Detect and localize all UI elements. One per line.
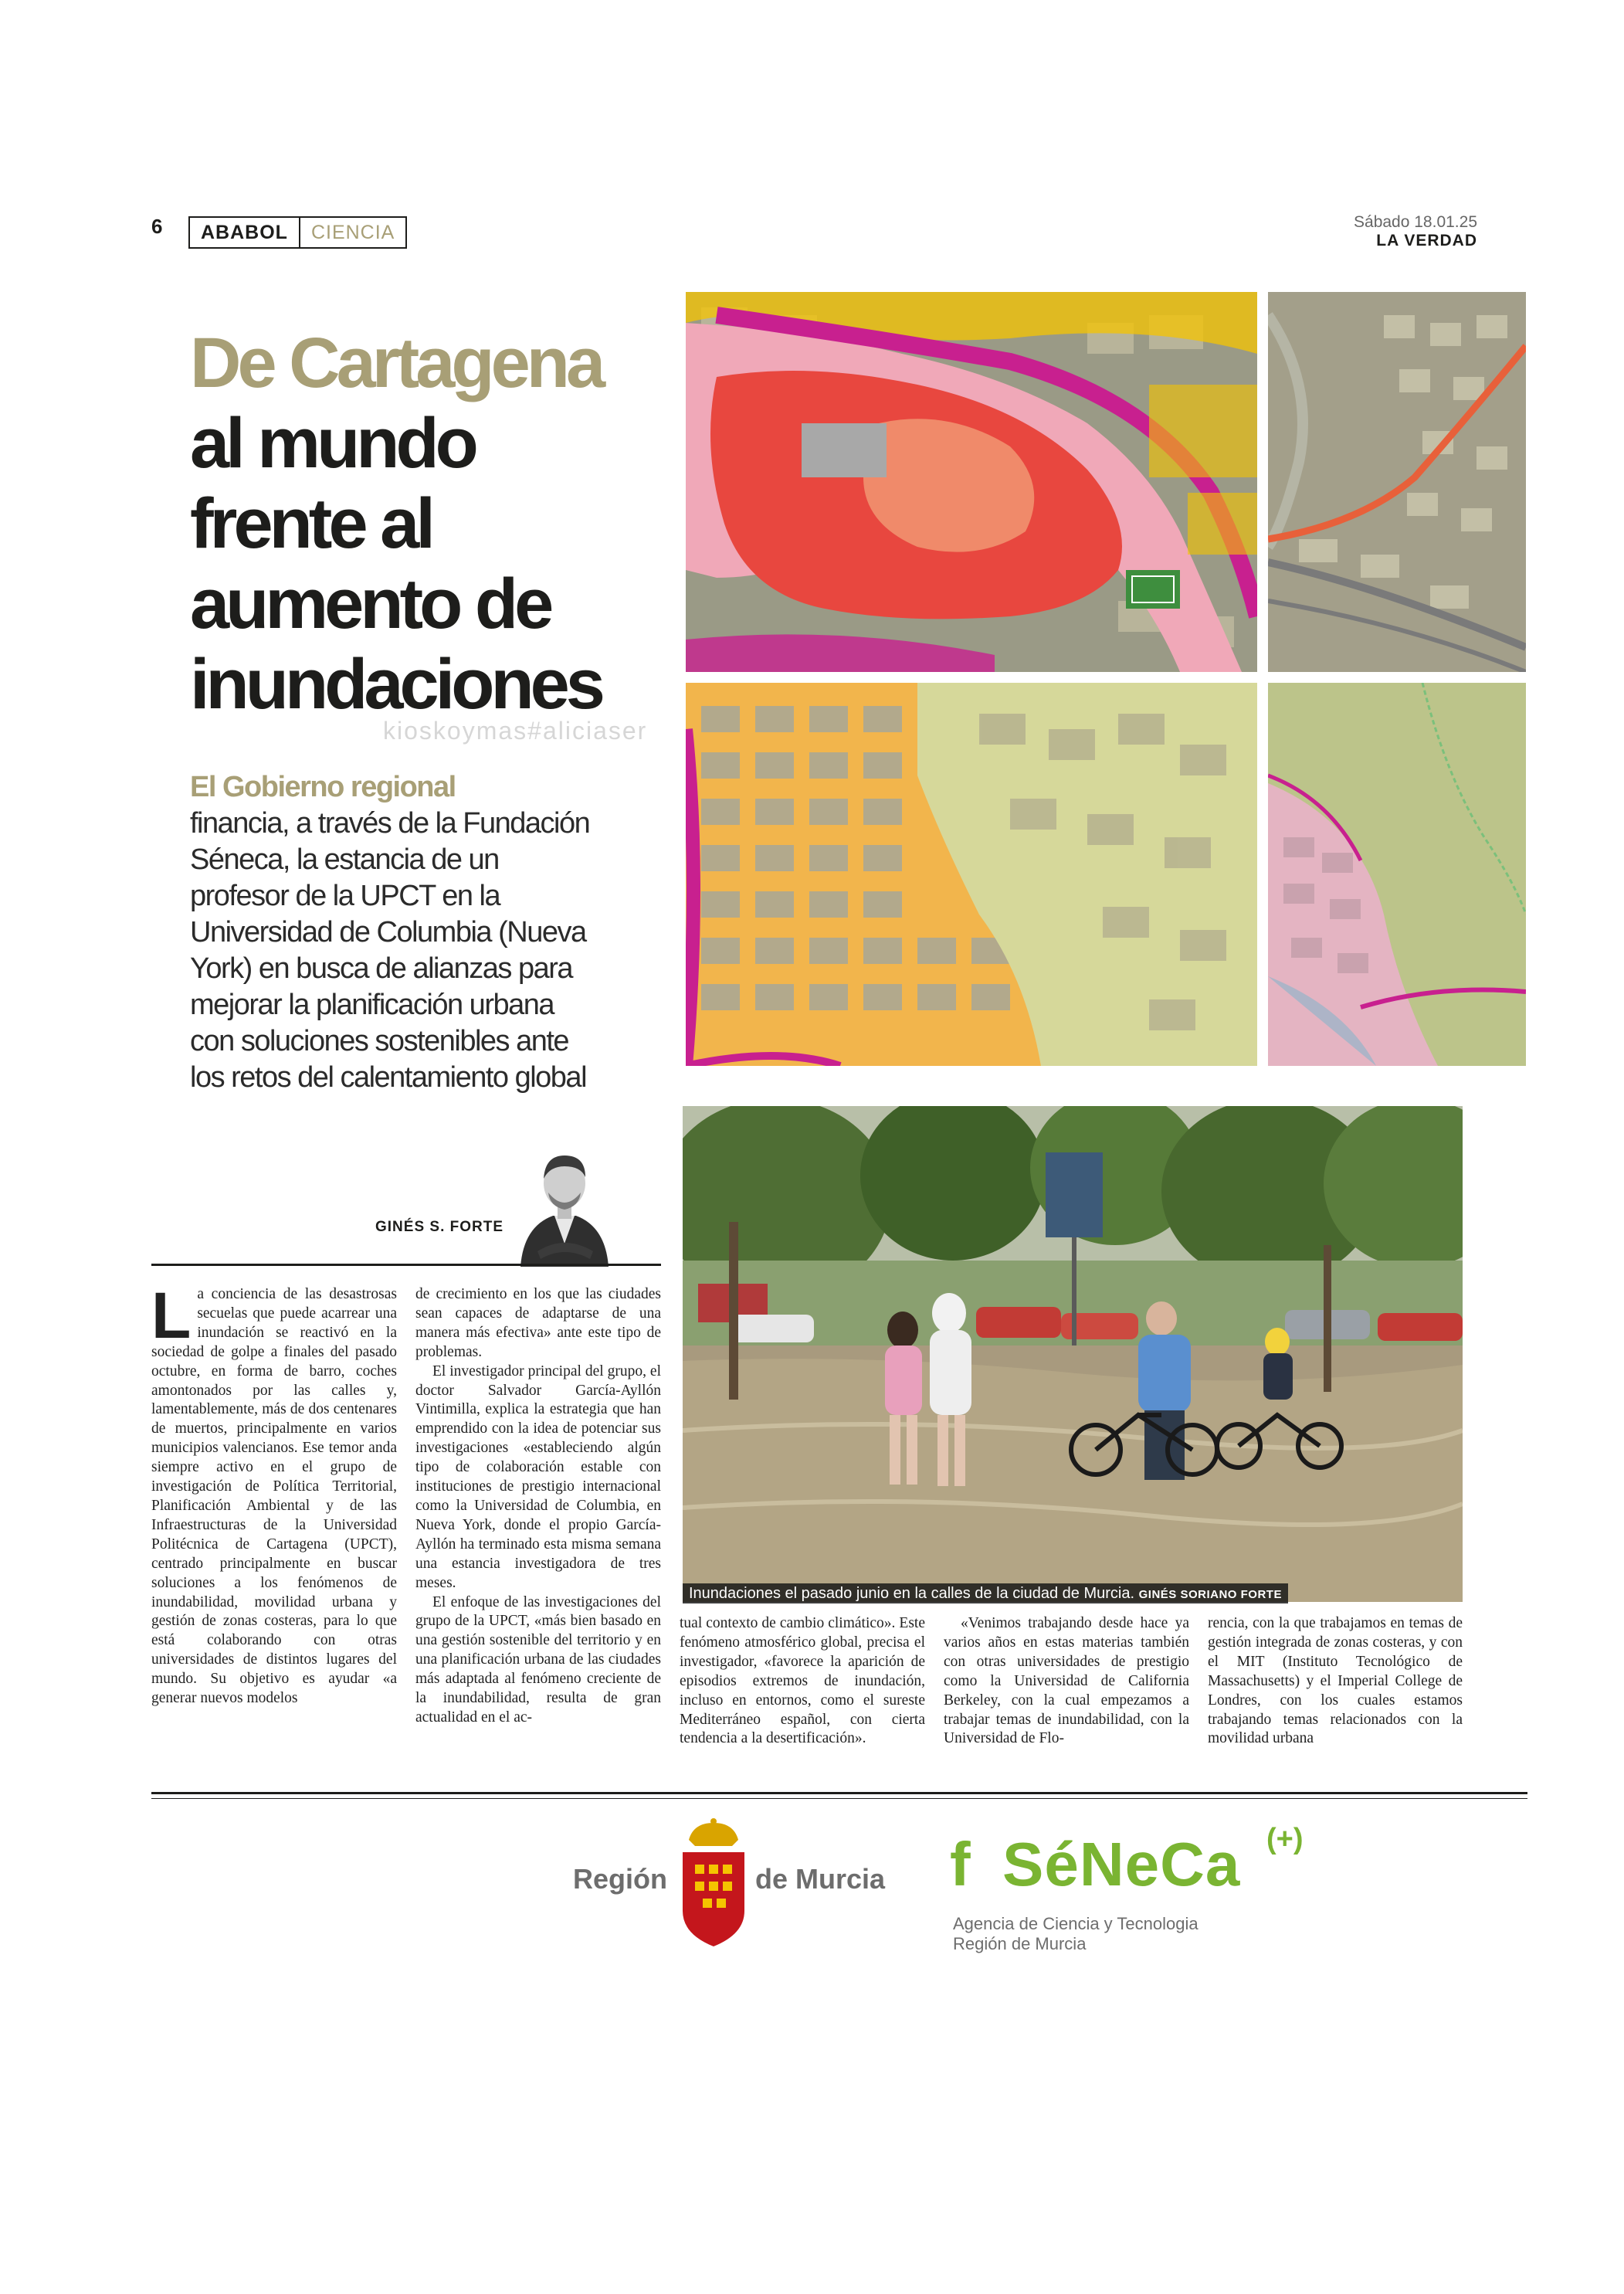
headline-line: aumento de xyxy=(190,565,551,643)
paragraph: tual contexto de cambio climático». Este fenómeno atmosférico global, precisa el investigador, «favorece la aparición de episodios extremos de inundación, incluso en entornos, como el sureste Mediterráneo español, con cierta tendencia a la desertificación». xyxy=(680,1615,925,1747)
flood-photo xyxy=(683,1106,1463,1602)
headline-line: frente al xyxy=(190,484,432,563)
footer-divider xyxy=(151,1792,1527,1794)
flood-map-1 xyxy=(686,292,1257,672)
article-column-2 xyxy=(415,1285,661,1728)
headline-line: inundaciones xyxy=(190,645,602,724)
flood-map-3 xyxy=(686,683,1257,1066)
photo-caption xyxy=(683,1583,1288,1603)
section-label: ABABOL xyxy=(201,222,288,243)
photo-credit: GINÉS SORIANO FORTE xyxy=(1138,1588,1282,1601)
byline-divider xyxy=(151,1264,661,1266)
subtitle xyxy=(190,769,599,1096)
article-column-3 xyxy=(680,1614,925,1749)
seneca-logo-f: f xyxy=(950,1830,971,1899)
seneca-logo-plus: (+) xyxy=(1266,1823,1304,1855)
seneca-logo-subtitle xyxy=(953,1914,1199,1954)
paragraph: rencia, con la que trabajamos en temas de gestión integrada de zonas costeras, y con el MIT (Instituto Tecnológico de Massachusetts) y el Imperial College de Londres, con los cuales estamos trabajando temas relacionados con la movilidad urbana xyxy=(1208,1615,1463,1747)
subsection-label: CIENCIA xyxy=(299,218,405,247)
paragraph-text: a conciencia de las desastrosas secuelas que puede acarrear una inundación se reactivó en la sociedad de golpe a finales del pasado octubre, en forma de barro, coches amontonados por las calles y, lamentablemente, más de dos centenares de muertos, principalmente en varios municipios valencianos. Ese temor anda siempre activo en el grupo de investigación de Política Territorial, Planificación Ambiental y de las Infraestructuras de la Universidad Politécnica de Cartagena (UPCT), centrado principalmente en buscar soluciones a los fenómenos de inundabilidad, movilidad urbana y gestión de zonas costeras, para lo que está colaborando con otras universidades de distintos lugares del mundo. Su objetivo es ayudar «a generar nuevos modelos xyxy=(151,1286,397,1707)
paragraph: El enfoque de las investigaciones del grupo de la UPCT, «más bien basado en una gestión sostenible del territorio y en una planificación urbana de las ciudades más adaptada al fenómeno creciente de la inundabilidad, resulta de gran actualidad en el ac- xyxy=(415,1593,661,1726)
seneca-logo-name: SéNeCa xyxy=(1002,1830,1241,1899)
page-number: 6 xyxy=(151,215,163,238)
paragraph: El investigador principal del grupo, el doctor Salvador García-Ayllón Vintimilla, explica la estrategia que han emprendido con la idea de potenciar sus investigaciones «estableciendo algún tipo de colaboración estable con instituciones de prestigio internacional como la Universidad de Columbia, en Nueva York, donde el propio García-Ayllón ha terminado esta misma semana una estancia investigadora de tres meses. xyxy=(415,1362,661,1591)
article-column-4 xyxy=(944,1614,1189,1749)
byline: GINÉS S. FORTE xyxy=(375,1219,504,1235)
murcia-shield-icon xyxy=(678,1818,749,1950)
dropcap: L xyxy=(151,1279,192,1352)
issue-date: Sábado 18.01.25 xyxy=(1354,213,1477,231)
paragraph xyxy=(151,1279,397,1709)
seneca-subtitle-line2: Región de Murcia xyxy=(953,1934,1087,1953)
subtitle-lead: El Gobierno regional xyxy=(190,771,456,803)
seneca-logo xyxy=(950,1823,1336,1962)
region-de-murcia-logo xyxy=(573,1818,897,1957)
paragraph: de crecimiento en los que las ciudades sean capaces de adaptarse de una manera más efectiva» ante este tipo de problemas. xyxy=(415,1286,661,1360)
caption-text: Inundaciones el pasado junio en la calles de la ciudad de Murcia. xyxy=(689,1585,1135,1602)
seneca-subtitle-line1: Agencia de Ciencia y Tecnologia xyxy=(953,1914,1199,1933)
flood-map-2 xyxy=(1268,292,1526,672)
author-photo xyxy=(507,1135,622,1267)
newspaper-name: LA VERDAD xyxy=(1376,232,1477,249)
murcia-logo-text-right: de Murcia xyxy=(755,1863,886,1895)
headline-line: al mundo xyxy=(190,404,475,483)
headline xyxy=(190,323,653,725)
watermark: kioskoymas#aliciaser xyxy=(383,717,648,745)
article-column-1 xyxy=(151,1279,397,1709)
murcia-logo-text-left: Región xyxy=(573,1863,667,1895)
subtitle-text: financia, a través de la Fundación Séneca, la estancia de un profesor de la UPCT en la Universidad de Columbia (Nueva York) en busca de alianzas para mejorar la planificación urbana con soluciones sostenibles ante los retos del calentamiento global xyxy=(190,807,590,1094)
footer-divider xyxy=(151,1798,1527,1799)
article-column-5 xyxy=(1208,1614,1463,1749)
flood-map-4 xyxy=(1268,683,1526,1066)
paragraph: «Venimos trabajando desde hace ya varios años en estas materias también con otras universidades de prestigio como la Universidad de California Berkeley, con la cual empezamos a trabajar temas de inundabilidad, con la Universidad de Flo- xyxy=(944,1615,1189,1747)
headline-line: De Cartagena xyxy=(190,324,602,402)
header-masthead xyxy=(1354,213,1477,250)
section-tag xyxy=(188,216,407,249)
